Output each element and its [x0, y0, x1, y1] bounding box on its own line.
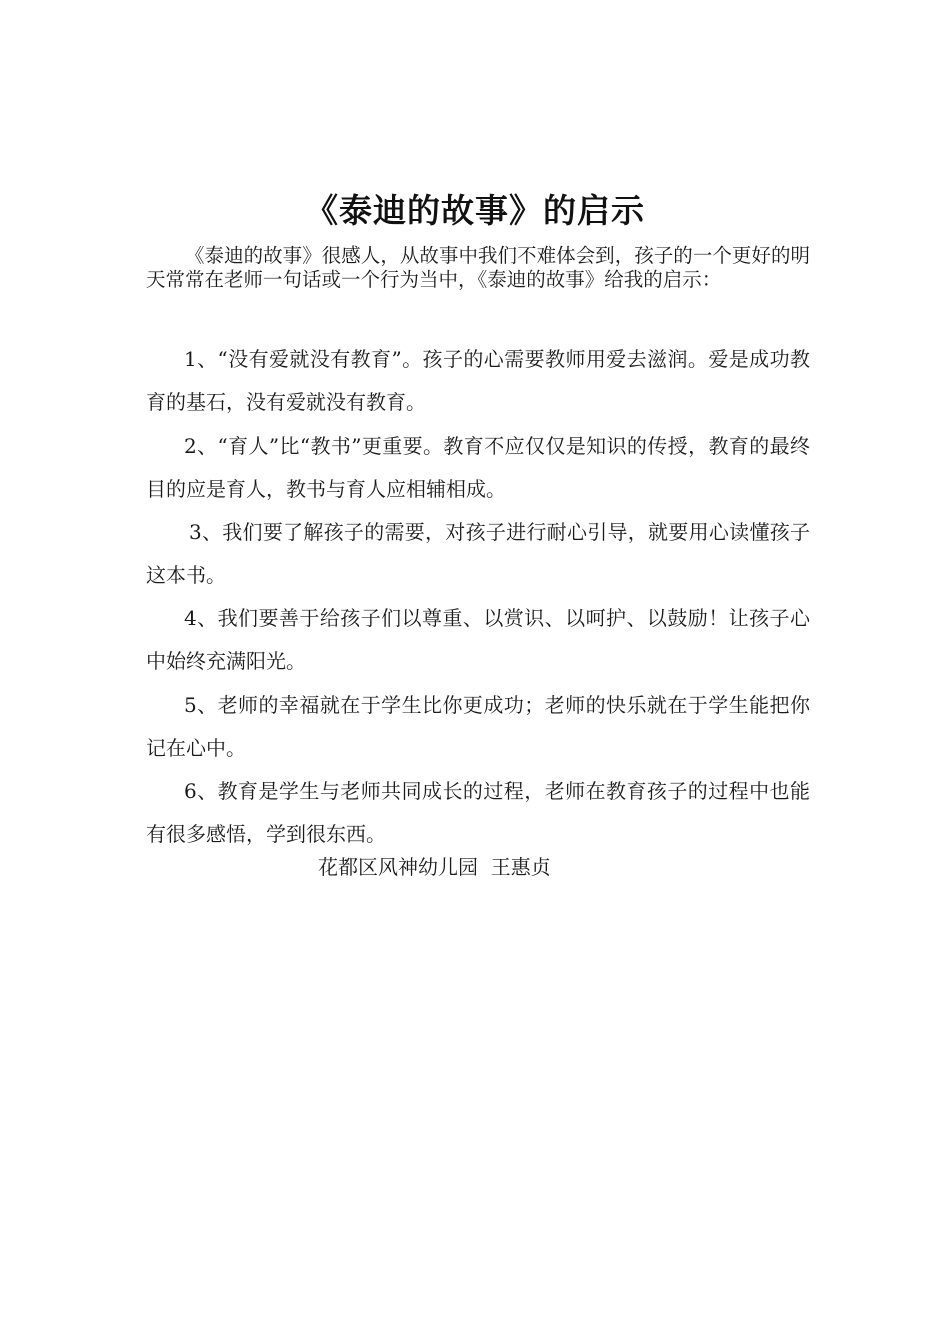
list-item-6: 6、教育是学生与老师共同成长的过程，老师在教育孩子的过程中也能有很多感悟，学到很东西。	[146, 779, 810, 846]
list-item-2: 2、“育人”比“教书”更重要。教育不应仅仅是知识的传授，教育的最终目的应是育人，教书与育人应相辅相成。	[146, 434, 810, 501]
list-item-1: 1、“没有爱就没有教育”。孩子的心需要教师用爱去滋润。爱是成功教育的基石，没有爱就没有教育。	[146, 347, 810, 414]
author-signature: 花都区风神幼儿园 王惠贞	[318, 855, 551, 879]
document-title: 《泰迪的故事》的启示	[305, 191, 645, 230]
list-item-5: 5、老师的幸福就在于学生比你更成功；老师的快乐就在于学生能把你记在心中。	[146, 693, 810, 760]
list-item-3: 3、我们要了解孩子的需要，对孩子进行耐心引导，就要用心读懂孩子这本书。	[146, 520, 810, 587]
list-item-4: 4、我们要善于给孩子们以尊重、以赏识、以呵护、以鼓励！让孩子心中始终充满阳光。	[146, 606, 810, 673]
intro-paragraph: 《泰迪的故事》很感人，从故事中我们不难体会到，孩子的一个更好的明天常常在老师一句话或一个行为当中，《泰迪的故事》给我的启示：	[146, 244, 810, 291]
